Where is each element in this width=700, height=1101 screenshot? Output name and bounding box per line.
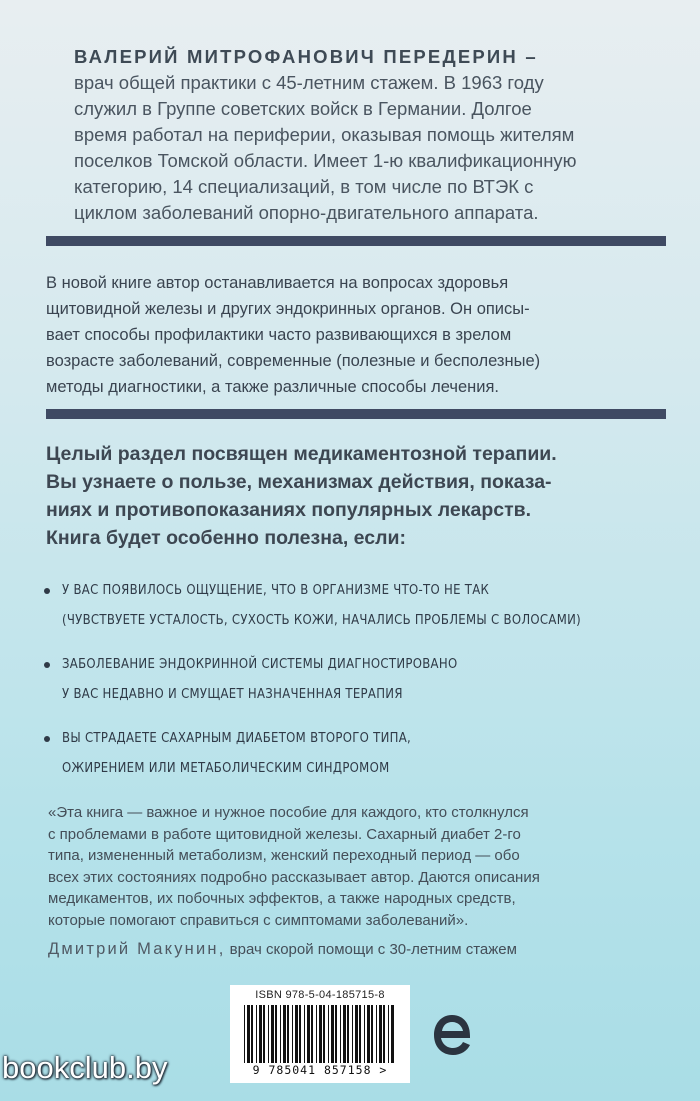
barcode-digits: 9 785041 857158 > [252, 1063, 388, 1077]
reviewer-name: Дмитрий Макунин, [48, 940, 226, 958]
section-line: Книга будет особенно полезна, если: [46, 527, 406, 549]
barcode-bar [244, 1005, 245, 1063]
author-bio [74, 44, 674, 226]
barcode-bar [364, 1005, 365, 1063]
author-line: служил в Группе советских войск в Германии. Долгое [74, 98, 532, 119]
barcode-bar [275, 1005, 277, 1063]
barcode-bar [388, 1005, 389, 1063]
author-line: категорию, 14 специализаций, в том числе по ВТЭК с [74, 176, 534, 197]
barcode-bar [256, 1005, 257, 1063]
list-item-line: ОЖИРЕНИЕМ ИЛИ МЕТАБОЛИЧЕСКИМ СИНДРОМОМ [62, 761, 390, 776]
barcode-bar [295, 1005, 298, 1063]
barcode-bar [328, 1005, 329, 1063]
author-line: время работал на периферии, оказывая помощь жителям [74, 124, 575, 145]
quote-line: «Эта книга — важное и нужное пособие для каждого, кто столкнулся [48, 804, 529, 821]
list-item-line: У ВАС НЕДАВНО И СМУЩАЕТ НАЗНАЧЕННАЯ ТЕРАПИЯ [62, 687, 403, 702]
quote-line: которые помогают справиться с симптомами заболеваний». [48, 911, 469, 929]
intro-paragraph [46, 270, 666, 400]
barcode-bar [355, 1005, 358, 1063]
barcode-bar [292, 1005, 293, 1063]
barcode-bar [311, 1005, 313, 1063]
barcode-bar [340, 1005, 341, 1063]
barcode-bar [367, 1005, 370, 1063]
intro-line: возрасте заболеваний, современные (полезные и бесполезные) [46, 352, 541, 370]
barcode-bar [259, 1005, 262, 1063]
quote-line: медикаментов, их побочных эффектов, а также народных средств, [48, 890, 516, 907]
barcode-bar [376, 1005, 377, 1063]
quote-line: с проблемами в работе щитовидной железы. Сахарный диабет 2-го [48, 825, 521, 843]
barcode-bar [335, 1005, 337, 1063]
list-item-line: У ВАС ПОЯВИЛОСЬ ОЩУЩЕНИЕ, ЧТО В ОРГАНИЗМЕ ЧТО-ТО НЕ ТАК [62, 583, 490, 598]
section-line: ниях и противопоказаниях популярных лекарств. [46, 499, 532, 521]
bullet-icon [44, 588, 50, 594]
intro-line: методы диагностики, а также различные способы лечения. [46, 378, 499, 396]
barcode-bars [244, 1005, 396, 1063]
list-item [44, 576, 674, 636]
barcode-bar [268, 1005, 269, 1063]
barcode-bar [343, 1005, 346, 1063]
author-line: врач общей практики с 45-летним стажем. В 1963 году [74, 72, 544, 93]
bullet-icon [44, 736, 50, 742]
list-item-line: ЗАБОЛЕВАНИЕ ЭНДОКРИННОЙ СИСТЕМЫ ДИАГНОСТИРОВАНО [62, 657, 458, 672]
barcode-bar [271, 1005, 274, 1063]
barcode-bar [379, 1005, 382, 1063]
barcode-bar [359, 1005, 361, 1063]
reviewer-role: врач скорой помощи с 30-летним стажем [229, 941, 517, 958]
barcode-bar [331, 1005, 334, 1063]
benefit-list [44, 576, 674, 798]
barcode-bar [299, 1005, 301, 1063]
barcode-bar [307, 1005, 310, 1063]
quote-line: всех этих состояниях подробно рассказывает автор. Даются описания [48, 868, 540, 886]
list-item [44, 650, 674, 710]
barcode-bar [319, 1005, 322, 1063]
section-line: Вы узнаете о пользе, механизмах действия, показа- [46, 471, 552, 493]
barcode-bar [251, 1005, 253, 1063]
author-line: циклом заболеваний опорно-двигательного аппарата. [74, 202, 539, 223]
author-name: ВАЛЕРИЙ МИТРОФАНОВИЧ ПЕРЕДЕРИН – [74, 46, 538, 67]
review-quote [48, 802, 668, 931]
divider-bar [46, 236, 666, 246]
bullet-icon [44, 662, 50, 668]
list-item-line: (ЧУВСТВУЕТЕ УСТАЛОСТЬ, СУХОСТЬ КОЖИ, НАЧАЛИСЬ ПРОБЛЕМЫ С ВОЛОСАМИ) [62, 613, 582, 628]
isbn-label: ISBN 978-5-04-185715-8 [255, 989, 385, 1001]
intro-line: щитовидной железы и других эндокринных органов. Он описы- [46, 300, 530, 318]
quote-line: типа, измененный метаболизм, женский переходный период — обо [48, 847, 520, 864]
barcode-bar [247, 1005, 250, 1063]
barcode-bar [352, 1005, 353, 1063]
barcode [230, 985, 410, 1083]
barcode-bar [391, 1005, 394, 1063]
watermark: bookclub.by [2, 1050, 168, 1085]
section-line: Целый раздел посвящен медикаментозной терапии. [46, 443, 557, 465]
intro-line: В новой книге автор останавливается на вопросах здоровья [46, 274, 509, 292]
barcode-bar [323, 1005, 325, 1063]
list-item [44, 724, 674, 784]
barcode-bar [347, 1005, 349, 1063]
intro-line: вает способы профилактики часто развивающихся в зрелом [46, 326, 512, 344]
barcode-bar [304, 1005, 305, 1063]
barcode-bar [316, 1005, 317, 1063]
list-item-line: ВЫ СТРАДАЕТЕ САХАРНЫМ ДИАБЕТОМ ВТОРОГО ТИПА, [62, 731, 412, 746]
barcode-bar [283, 1005, 286, 1063]
barcode-bar [371, 1005, 373, 1063]
barcode-bar [287, 1005, 289, 1063]
eksmo-logo-icon [430, 1010, 476, 1060]
barcode-bar [280, 1005, 281, 1063]
divider-bar [46, 409, 666, 419]
barcode-bar [263, 1005, 265, 1063]
therapy-section [46, 440, 666, 552]
author-line: поселков Томской области. Имеет 1-ю квалификационную [74, 150, 577, 171]
quote-attribution [48, 940, 668, 959]
barcode-bar [383, 1005, 385, 1063]
